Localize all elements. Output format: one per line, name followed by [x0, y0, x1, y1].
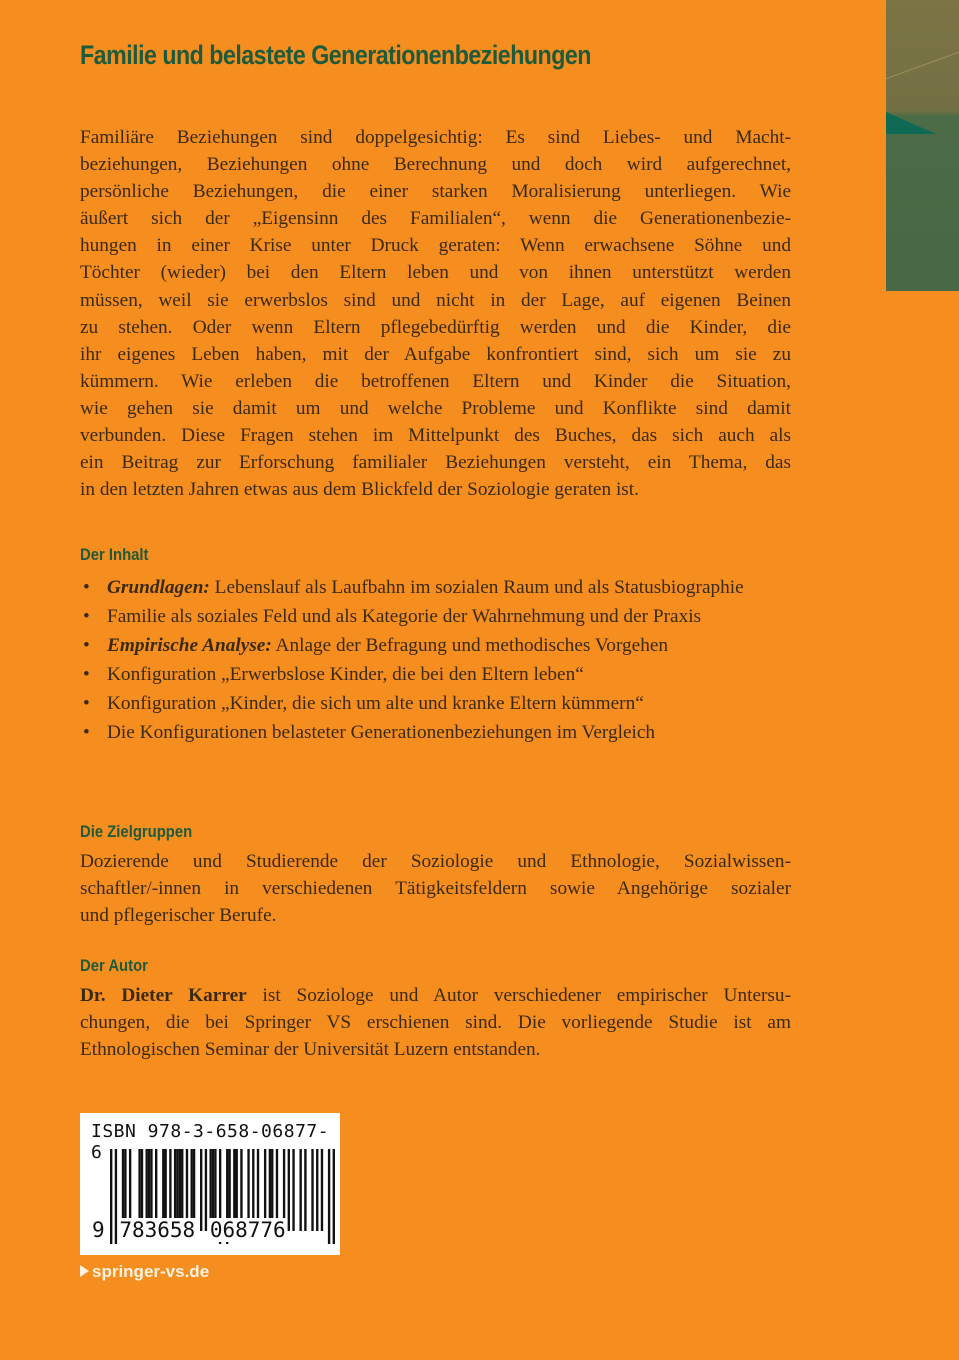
item-emphasis: Empirische Analyse: — [107, 635, 272, 656]
text-line: persönliche Beziehungen, die einer starken Moralisierung unterliegen. Wie — [80, 181, 791, 203]
item-emphasis: Grundlagen: — [107, 577, 210, 598]
text-line: ihr eigenes Leben haben, mit der Aufgabe konfrontiert sind, sich um sie zu — [80, 343, 791, 365]
arrow-icon — [80, 1265, 89, 1277]
barcode-bar — [311, 1149, 313, 1231]
text-line: Töchter (wieder) bei den Eltern leben und von ihnen unterstützt werden — [80, 262, 791, 284]
barcode-digits — [91, 1218, 287, 1242]
contents-list — [80, 574, 800, 748]
text-line: hungen in einer Krise unter Druck geraten: Wenn erwachsene Söhne und — [80, 235, 791, 257]
item-text: Familie als soziales Feld und als Kategorie der Wahrnehmung und der Praxis — [107, 606, 702, 627]
author-text-line: chungen, die bei Springer VS erschienen sind. Die vorliegende Studie ist am — [80, 1012, 791, 1034]
text-line: in den letzten Jahren etwas aus dem Blickfeld der Soziologie geraten ist. — [80, 479, 639, 501]
text-line: schaftler/-innen in verschiedenen Tätigkeitsfeldern sowie Angehörige sozialer — [80, 878, 791, 900]
isbn-label: ISBN 978-3-658-06877-6 — [91, 1121, 330, 1163]
text-line: wie gehen sie damit um und welche Probleme und Konflikte sind damit — [80, 397, 791, 419]
contents-item — [80, 719, 800, 746]
text-line: verbunden. Diese Fragen stehen im Mittelpunkt des Buches, das sich auch als — [80, 425, 791, 447]
barcode-bar — [321, 1149, 323, 1231]
text-line: zu stehen. Oder wenn Eltern pflegebedürftig werden und die Kinder, die — [80, 316, 791, 338]
item-text: Konfiguration „Erwerbslose Kinder, die bei den Eltern leben“ — [107, 664, 584, 685]
item-text: Die Konfigurationen belasteter Generationenbeziehungen im Vergleich — [107, 722, 656, 743]
contents-item — [80, 690, 800, 717]
barcode-digits-right: 068776 — [209, 1218, 286, 1242]
barcode-bar — [292, 1149, 294, 1231]
text-line: Dozierende und Studierende der Soziologie und Ethnologie, Sozialwissen- — [80, 851, 791, 872]
blurb-paragraph — [80, 124, 791, 503]
audience-paragraph — [80, 848, 791, 929]
text-line: kümmern. Wie erleben die betroffenen Eltern und Kinder die Situation, — [80, 370, 791, 392]
barcode-digit-lead: 9 — [92, 1218, 105, 1242]
text-line: müssen, weil sie erwerbslos sind und nicht in der Lage, auf eigenen Beinen — [80, 289, 791, 311]
text-line: beziehungen, Beziehungen ohne Berechnung und doch wird aufgerechnet, — [80, 154, 791, 176]
book-title: Familie und belastete Generationenbeziehungen — [80, 40, 591, 70]
text-line: ein Beitrag zur Erforschung familialer Beziehungen versteht, ein Thema, das — [80, 452, 791, 474]
text-line: Familiäre Beziehungen sind doppelgesichtig: Es sind Liebes- und Macht- — [80, 127, 791, 148]
barcode-digits-left: 783658 — [119, 1218, 196, 1242]
author-heading: Der Autor — [80, 957, 148, 975]
audience-heading: Die Zielgruppen — [80, 823, 193, 841]
author-name: Dr. Dieter Karrer — [80, 985, 247, 1006]
cover-art-panel — [886, 0, 959, 291]
contents-item — [80, 632, 800, 659]
barcode-bar — [316, 1149, 318, 1231]
barcode-bar — [333, 1149, 335, 1244]
contents-item — [80, 603, 800, 630]
barcode-bar — [299, 1149, 301, 1231]
author-paragraph — [80, 982, 791, 1063]
item-text: Konfiguration „Kinder, die sich um alte und kranke Eltern kümmern“ — [107, 693, 644, 714]
barcode-bar — [288, 1149, 290, 1231]
text-line: und pflegerischer Berufe. — [80, 905, 277, 927]
author-text-line: ist Soziologe und Autor verschiedener empirischer Untersu- — [246, 985, 791, 1006]
publisher-website — [80, 1262, 209, 1282]
website-text: springer-vs.de — [92, 1262, 210, 1281]
contents-item — [80, 661, 800, 688]
text-line: äußert sich der „Eigensinn des Familialen“, wenn die Generationenbezie- — [80, 208, 791, 230]
barcode-bar — [328, 1149, 330, 1244]
author-text-line: Ethnologischen Seminar der Universität Luzern entstanden. — [80, 1039, 541, 1061]
contents-item — [80, 574, 800, 601]
item-text: Lebenslauf als Laufbahn im sozialen Raum und als Statusbiographie — [209, 577, 744, 598]
contents-heading: Der Inhalt — [80, 546, 149, 564]
barcode-bar — [304, 1149, 306, 1231]
isbn-barcode — [80, 1113, 340, 1255]
item-text: Anlage der Befragung und methodisches Vorgehen — [271, 635, 669, 656]
